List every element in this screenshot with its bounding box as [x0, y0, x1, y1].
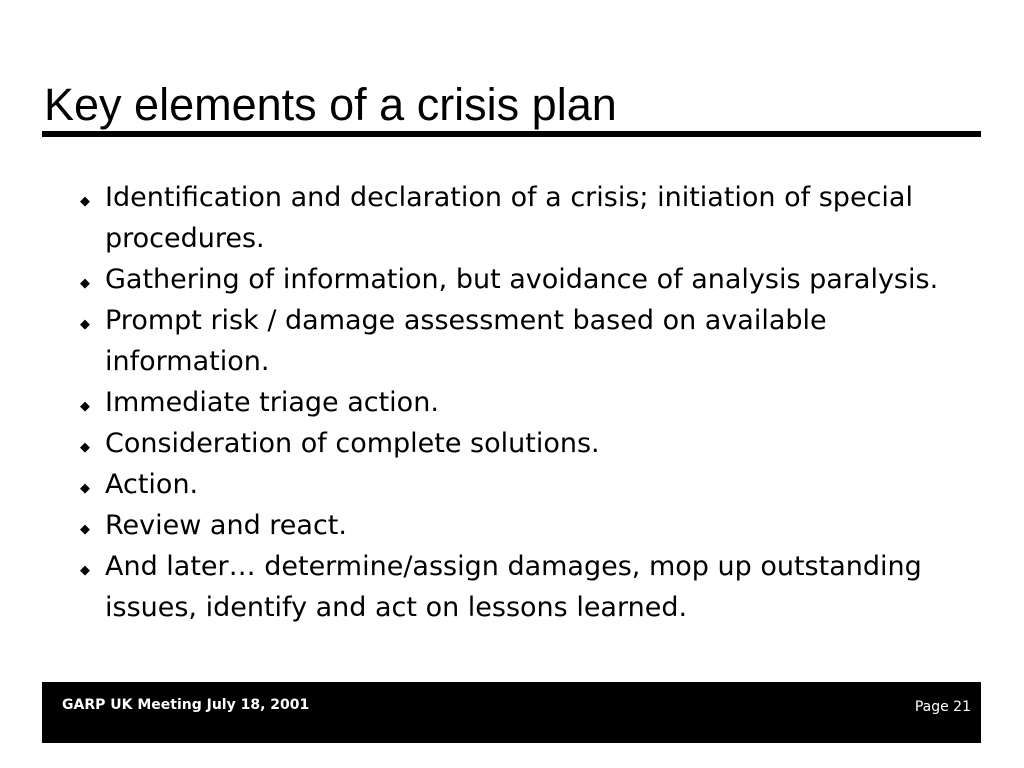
bullet-item	[80, 300, 960, 382]
bullet-text: Action.	[105, 469, 199, 500]
bullet-item	[80, 382, 960, 423]
bullet-text: Immediate triage action.	[105, 387, 439, 418]
bullet-item	[80, 546, 960, 628]
bullet-item	[80, 177, 960, 259]
bullet-list	[80, 177, 960, 628]
diamond-bullet-icon: ◆	[80, 481, 90, 496]
title-underline	[42, 131, 981, 137]
diamond-bullet-icon: ◆	[80, 563, 90, 578]
bullet-item	[80, 505, 960, 546]
diamond-bullet-icon: ◆	[80, 317, 90, 332]
diamond-bullet-icon: ◆	[80, 399, 90, 414]
bullet-text: Review and react.	[105, 510, 347, 541]
slide-title: Key elements of a crisis plan	[44, 79, 617, 130]
footer-meeting-text: GARP UK Meeting July 18, 2001	[62, 697, 310, 713]
page-number: Page 21	[914, 699, 971, 715]
bullet-item	[80, 259, 960, 300]
bullet-text: Prompt risk / damage assessment based on available information.	[105, 305, 827, 377]
diamond-bullet-icon: ◆	[80, 194, 90, 209]
bullet-text: Gathering of information, but avoidance of analysis paralysis.	[105, 264, 939, 295]
diamond-bullet-icon: ◆	[80, 440, 90, 455]
bullet-text: Identification and declaration of a crisis; initiation of special procedures.	[105, 182, 913, 254]
bullet-item	[80, 464, 960, 505]
bullet-item	[80, 423, 960, 464]
bullet-text: Consideration of complete solutions.	[105, 428, 600, 459]
diamond-bullet-icon: ◆	[80, 522, 90, 537]
footer-bar	[42, 682, 981, 743]
bullet-text: And later… determine/assign damages, mop up outstanding issues, identify and act on lessons learned.	[105, 551, 922, 623]
diamond-bullet-icon: ◆	[80, 276, 90, 291]
